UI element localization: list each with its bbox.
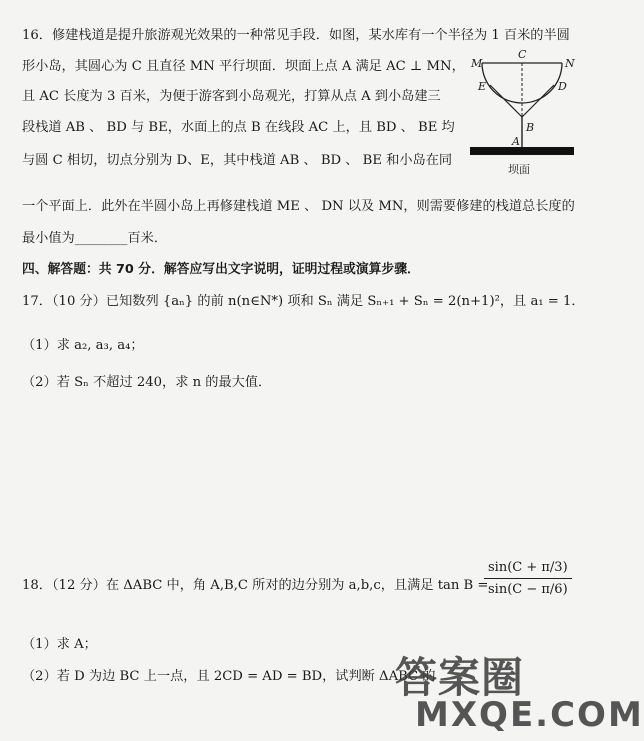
q17-part-2: （2）若 Sₙ 不超过 240，求 n 的最大值． [22, 375, 272, 390]
label-d: D [558, 80, 567, 93]
segment-be [490, 85, 522, 117]
label-a: A [512, 135, 520, 148]
q16-line-2: 形小岛，其圆心为 C 且直径 MN 平行坝面．坝面上点 A 满足 AC ⊥ MN， [22, 59, 465, 74]
dam-label: 坝面 [508, 163, 530, 176]
q18-stem: 18．（12 分）在 ΔABC 中，角 A,B,C 所对的边分别为 a,b,c，且满足 tan B = [22, 578, 489, 593]
tan-b-fraction [484, 560, 572, 597]
site-watermark-logo [395, 645, 644, 737]
q18-part-2: （2）若 D 为边 BC 上一点，且 2CD = AD = BD，试判断 ΔABC 的 [22, 669, 436, 684]
geometry-figure [462, 45, 582, 185]
watermark-top: 答案圈 [395, 653, 525, 702]
segment-bd [522, 85, 554, 117]
watermark-bottom: MXQE.COM [415, 695, 644, 735]
q16-line-5: 与圆 C 相切，切点分别为 D、E，其中栈道 AB 、 BD 、 BE 和小岛在同 [22, 153, 453, 168]
q18-part-1: （1）求 A； [22, 637, 97, 652]
label-c: C [518, 48, 527, 61]
label-e: E [478, 80, 487, 93]
section-heading: 四、解答题：共 70 分．解答应写出文字说明，证明过程或演算步骤． [22, 262, 420, 277]
q17-stem: 17．（10 分）已知数列 {aₙ} 的前 n(n∈N*) 项和 Sₙ 满足 Sₙ₊₁ + Sₙ = 2(n+1)²，且 a₁ = 1． [22, 294, 585, 309]
q16-line-6: 一个平面上．此外在半圆小岛上再修建栈道 ME 、 DN 以及 MN，则需要修建的栈道总长度的 [22, 199, 575, 214]
fraction-denominator: sin(C − π/6) [488, 582, 568, 597]
label-b: B [526, 121, 535, 134]
q16-line-1: 16．修建栈道是提升旅游观光效果的一种常见手段．如图，某水库有一个半径为 1 百米的半圆 [22, 28, 570, 43]
q17-part-1: （1）求 a₂, a₃, a₄； [22, 338, 144, 353]
q16-line-4: 段栈道 AB 、 BD 与 BE，水面上的点 B 在线段 AC 上，且 BD 、 BE 均 [22, 120, 455, 135]
label-n: N [565, 57, 575, 70]
q16-line-7: 最小值为________百米． [22, 231, 168, 246]
fraction-numerator: sin(C + π/3) [484, 560, 572, 579]
dam-surface [470, 147, 574, 155]
label-m: M [471, 57, 483, 70]
q16-line-3: 且 AC 长度为 3 百米，为便于游客到小岛观光，打算从点 A 到小岛建三 [22, 89, 441, 104]
